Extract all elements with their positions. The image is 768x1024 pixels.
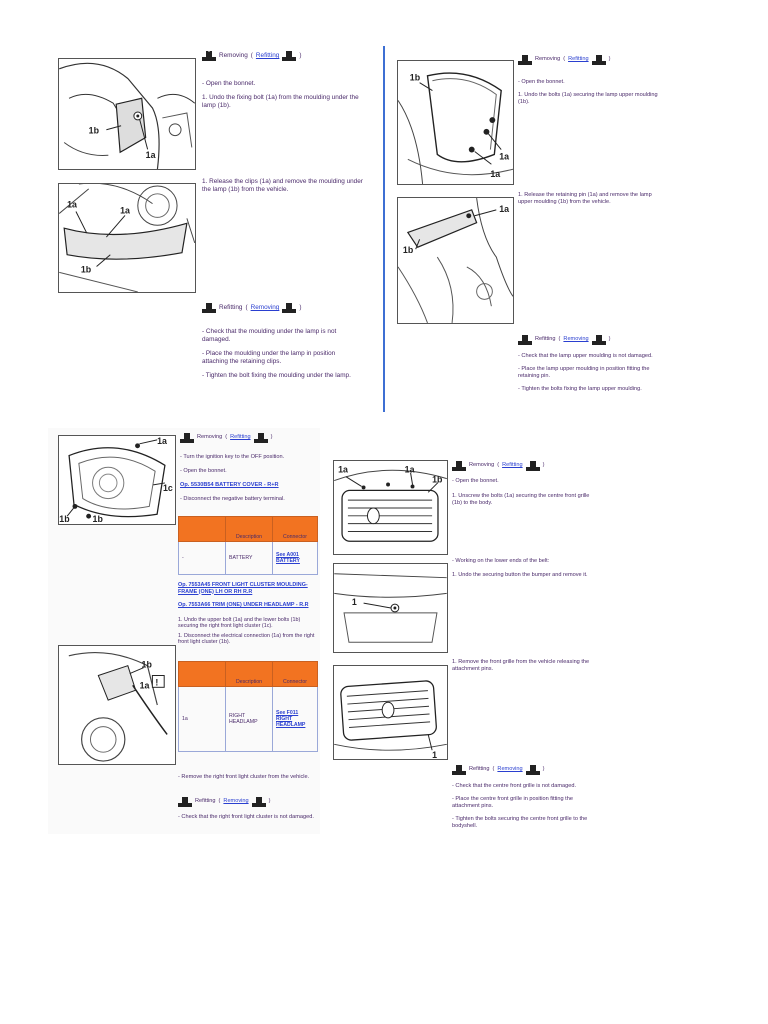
callout-1a: 1a [67,199,77,210]
paren-close: ) [299,52,302,59]
step-text: - Open the bonnet. [180,468,227,474]
step-text: - Open the bonnet. [518,79,565,85]
removing-icon [202,50,216,61]
section2-removing-header [518,54,610,65]
callout-1b: 1b [59,514,70,524]
removing-label: Removing [469,462,495,468]
step-text: - Place the moulding under the lamp in position attaching the retaining clips. [202,350,336,365]
paren-close: ) [270,434,273,440]
section4-lower-ends-note [452,558,597,571]
refitting-icon [526,460,540,471]
step-text: - Check that the lamp upper moulding is not damaged. [518,353,653,359]
callout-1c: 1c [162,482,173,493]
paren-open: ( [250,52,253,59]
removing-label: Removing [219,52,248,59]
removing-link[interactable]: Removing [250,304,280,311]
refitting-icon [282,50,296,61]
figure-electrical-connection [58,645,176,765]
step-text: 1. Undo the upper bolt (1a) and the lower bolts (1b) securing the right front light cluster (1c). [178,616,301,629]
refitting-label: Refitting [219,304,243,311]
connector-link[interactable]: See A001 BATTERY [276,552,300,564]
step-text: 1. Undo the bolts (1a) securing the lamp upper moulding (1b). [518,92,658,105]
step-text: 1. Unscrew the bolts (1a) securing the centre front grille (1b) to the body. [452,493,590,506]
removing-link[interactable]: Removing [563,336,589,342]
callout-1b: 1b [141,659,152,670]
removing-icon [452,460,466,471]
removing-icon [252,796,266,807]
refitting-link[interactable]: Refitting [255,52,280,59]
callout-1a: 1a [338,464,348,475]
section2-refitting-header [518,334,610,345]
figure-bumper-button [333,563,448,653]
refitting-link[interactable]: Refitting [502,462,523,468]
refitting-icon [592,54,606,65]
figure-grille-bolts [333,460,448,555]
removing-label: Removing [197,434,223,440]
battery-connector-table [178,516,318,575]
removing-icon [282,302,296,313]
section2-removing-steps [518,79,658,112]
figure-moulding-bolt [58,58,196,170]
battery-cover-link[interactable]: Op. 5530B54 BATTERY COVER - R+R [180,482,279,488]
step-text: - Disconnect the negative battery terminal. [180,496,285,502]
table-cell: 1a [179,687,226,752]
step-text: 1. Remove the front grille from the vehicle releasing the attachment pins. [452,659,590,672]
figure-moulding-clips [58,183,196,293]
paren-close: ) [542,462,545,468]
step-text: - Tighten the bolt fixing the moulding under the lamp. [202,372,351,379]
callout-1a: 1a [490,169,501,180]
table-header: Connector [273,517,318,542]
step-text: 1. Disconnect the electrical connection (1a) from the right front light cluster (1b). [178,632,315,645]
section4-bumper-step [452,572,597,585]
callout-1b: 1b [402,245,414,256]
refitting-icon [518,334,532,345]
column-divider [383,46,385,412]
paren-open: ( [245,304,248,311]
paren-open: ( [218,798,221,804]
trim-under-headlamp-link[interactable]: Op. 7553A66 TRIM (ONE) UNDER HEADLAMP - R.R [178,602,309,608]
table-header [179,662,226,687]
section3-refitting-header [178,796,270,807]
step-text: - Open the bonnet. [202,80,256,87]
removing-link[interactable]: Removing [223,798,249,804]
figure-lamp-upper-moulding [397,60,514,185]
section3-steps-a [180,454,318,509]
refitting-icon [202,302,216,313]
callout-1b: 1b [432,474,443,485]
step-text: - Tighten the bolts securing the centre front grille to the bodyshell. [452,816,588,829]
callout-1b: 1b [88,125,100,136]
paren-open: ( [225,434,228,440]
figure-remove-grille [333,665,448,760]
callout-1: 1 [432,750,438,759]
paren-close: ) [608,336,611,342]
step-text: - Tighten the bolts fixing the lamp upper moulding. [518,386,642,392]
refitting-link[interactable]: Refitting [568,56,589,62]
paren-open: ( [497,462,500,468]
table-header: Description [226,662,273,687]
removing-icon [526,764,540,775]
removing-link[interactable]: Removing [497,766,523,772]
section1-refitting-header [202,302,302,313]
connector-link[interactable]: See F011 RIGHT HEADLAMP [276,710,306,728]
paren-open: ( [492,766,495,772]
callout-1a: 1a [404,464,415,475]
callout-1a: 1a [157,436,167,446]
section3-removing-header [180,432,272,443]
refitting-label: Refitting [469,766,490,772]
step-text: - Place the lamp upper moulding in position fitting the retaining pin. [518,366,650,379]
step-text: - Remove the right front light cluster from the vehicle. [178,774,310,780]
paren-close: ) [299,304,302,311]
step-text: 1. Undo the securing button the bumper and remove it. [452,572,588,578]
section3-links [178,582,318,652]
table-header [179,517,226,542]
step-text: - Check that the centre front grille is not damaged. [452,783,577,789]
section4-refitting-steps [452,783,597,836]
headlamp-connector-table [178,661,318,752]
removing-icon [180,432,194,443]
callout-1b: 1b [409,72,421,83]
table-header: Description [226,517,273,542]
table-cell: - [179,542,226,575]
refitting-icon [254,432,268,443]
section2-pin-step [518,192,658,212]
section3-refitting-steps [178,814,318,827]
refitting-icon [452,764,466,775]
step-text: - Working on the lower ends of the belt: [452,558,550,564]
step-text: - Check that the right front light cluster is not damaged. [178,814,314,820]
paren-close: ) [608,56,611,62]
section1-refitting-steps [202,328,362,386]
callout-1b: 1b [92,514,103,524]
removing-icon [518,54,532,65]
section2-refitting-steps [518,353,658,399]
step-text: - Place the centre front grille in position fitting the attachment pins. [452,796,573,809]
step-text: - Turn the ignition key to the OFF position. [180,454,285,460]
paren-open: ( [563,56,566,62]
callout-1a: 1a [139,680,150,691]
table-header: Connector [273,662,318,687]
removing-icon [592,334,606,345]
step-text: 1. Undo the fixing bolt (1a) from the moulding under the lamp (1b). [202,94,359,109]
section4-refitting-header [452,764,544,775]
step-text: - Open the bonnet. [452,478,499,484]
figure-retaining-pin [397,197,514,324]
refitting-label: Refitting [535,336,556,342]
figure-light-cluster-bolts [58,435,176,525]
section4-removing-steps [452,478,597,513]
paren-close: ) [542,766,545,772]
section1-removing-header [202,50,302,61]
section3-remove-step [178,774,318,787]
step-text: - Check that the moulding under the lamp is not damaged. [202,328,337,343]
step-text: 1. Release the retaining pin (1a) and remove the lamp upper moulding (1b) from the vehicle. [518,192,652,205]
refitting-label: Refitting [195,798,216,804]
refitting-link[interactable]: Refitting [230,434,251,440]
light-cluster-frame-link[interactable]: Op. 7553A45 FRONT LIGHT CLUSTER MOULDING-FRAME (ONE) LH OR RH R.R [178,582,308,595]
paren-open: ( [558,336,561,342]
section1-removing-steps [202,80,362,116]
section4-removing-header [452,460,544,471]
table-cell: RIGHT HEADLAMP [226,687,273,752]
section1-clips-step [202,178,367,200]
callout-1a: 1a [145,150,156,161]
refitting-icon [178,796,192,807]
paren-close: ) [268,798,271,804]
callout-1b: 1b [80,264,92,275]
step-text: 1. Release the clips (1a) and remove the moulding under the lamp (1b) from the vehicle. [202,178,363,193]
callout-1a: 1a [499,203,510,214]
removing-label: Removing [535,56,561,62]
section4-grille-step [452,659,597,679]
table-cell: BATTERY [226,542,273,575]
svg-text:!: ! [155,677,159,688]
callout-1a: 1a [499,151,510,162]
callout-1a: 1a [120,205,130,216]
callout-1: 1 [351,597,357,608]
